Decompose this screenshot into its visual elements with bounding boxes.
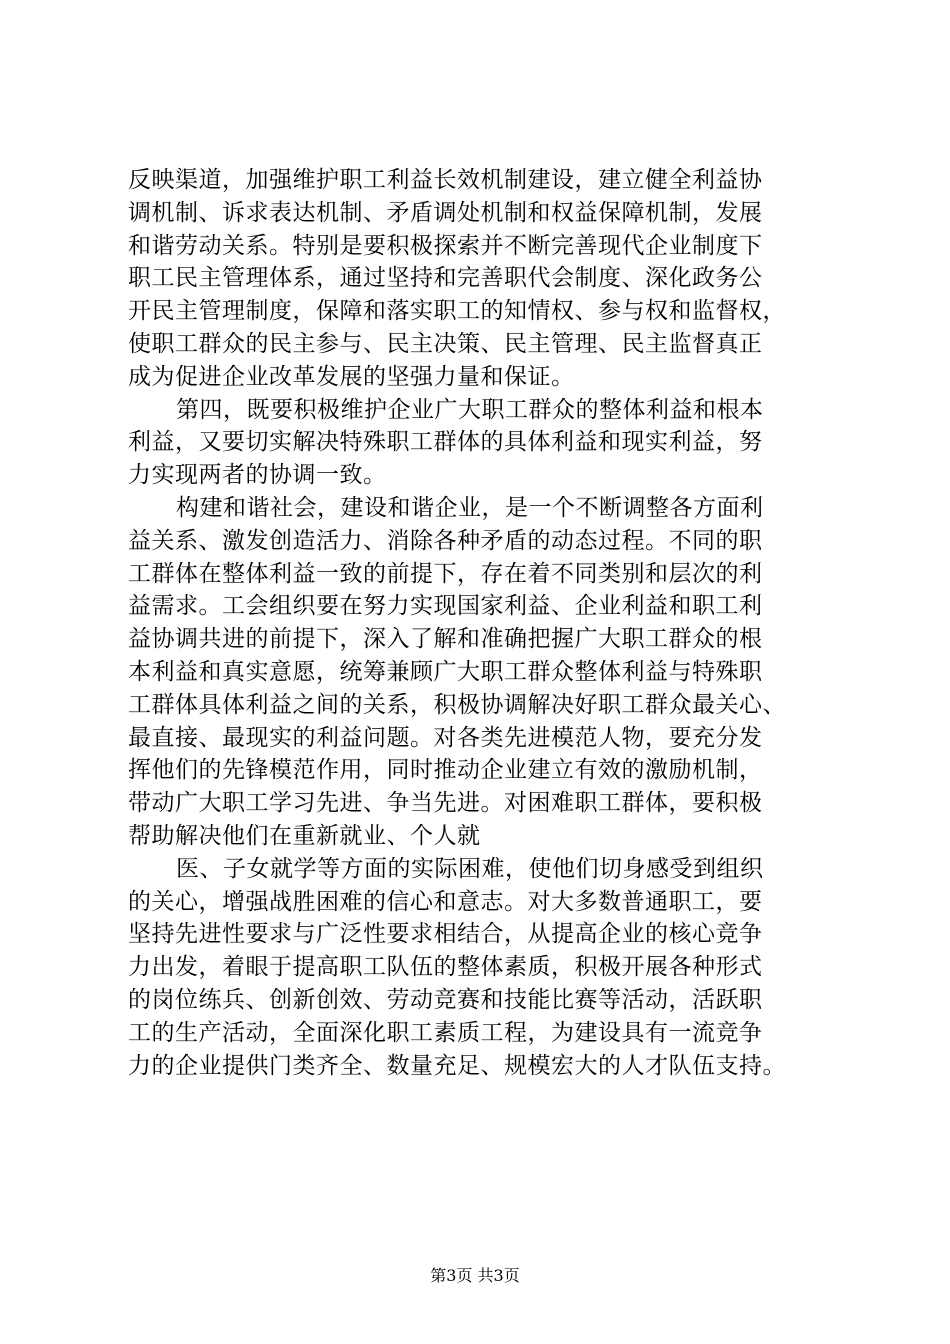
document-body xyxy=(128,164,828,1082)
text-line: 力的企业提供门类齐全、数量充足、规模宏大的人才队伍支持。 xyxy=(128,1052,786,1079)
text-line: 的岗位练兵、创新创效、劳动竞赛和技能比赛等活动，活跃职 xyxy=(128,986,763,1013)
text-line: 帮助解决他们在重新就业、个人就 xyxy=(128,822,481,849)
text-line: 益关系、激发创造活力、消除各种矛盾的动态过程。不同的职 xyxy=(128,527,763,554)
text-line: 力实现两者的协调一致。 xyxy=(128,462,387,489)
text-line: 和谐劳动关系。特别是要积极探索并不断完善现代企业制度下 xyxy=(128,232,763,259)
text-line: 开民主管理制度，保障和落实职工的知情权、参与权和监督权， xyxy=(128,298,786,325)
text-line: 坚持先进性要求与广泛性要求相结合，从提高企业的核心竞争 xyxy=(128,921,763,948)
text-line: 带动广大职工学习先进、争当先进。对困难职工群体，要积极 xyxy=(128,790,763,817)
text-line: 使职工群众的民主参与、民主决策、民主管理、民主监督真正 xyxy=(128,330,763,357)
text-line: 最直接、最现实的利益问题。对各类先进模范人物，要充分发 xyxy=(128,724,763,751)
text-line: 工群体具体利益之间的关系，积极协调解决好职工群众最关心、 xyxy=(128,691,786,718)
text-line: 利益，又要切实解决特殊职工群体的具体利益和现实利益，努 xyxy=(128,429,763,456)
text-line: 力出发，着眼于提高职工队伍的整体素质，积极开展各种形式 xyxy=(128,954,763,981)
text-line: 医、子女就学等方面的实际困难，使他们切身感受到组织 xyxy=(176,855,764,882)
text-line: 益协调共进的前提下，深入了解和准确把握广大职工群众的根 xyxy=(128,626,763,653)
text-line: 本利益和真实意愿，统筹兼顾广大职工群众整体利益与特殊职 xyxy=(128,658,763,685)
text-line: 反映渠道，加强维护职工利益长效机制建设，建立健全利益协 xyxy=(128,167,763,193)
text-line: 职工民主管理体系，通过坚持和完善职代会制度、深化政务公 xyxy=(128,265,763,292)
text-line: 工的生产活动，全面深化职工素质工程，为建设具有一流竞争 xyxy=(128,1019,763,1046)
text-line: 的关心，增强战胜困难的信心和意志。对大多数普通职工，要 xyxy=(128,888,763,915)
text-line: 挥他们的先锋模范作用，同时推动企业建立有效的激励机制， xyxy=(128,757,763,784)
text-line: 构建和谐社会，建设和谐企业，是一个不断调整各方面利 xyxy=(176,494,764,521)
text-line: 益需求。工会组织要在努力实现国家利益、企业利益和职工利 xyxy=(128,593,763,620)
text-line: 工群体在整体利益一致的前提下，存在着不同类别和层次的利 xyxy=(128,560,763,587)
page-footer: 第3页 共3页 xyxy=(430,1266,520,1285)
text-line: 调机制、诉求表达机制、矛盾调处机制和权益保障机制，发展 xyxy=(128,199,763,226)
text-line: 第四，既要积极维护企业广大职工群众的整体利益和根本 xyxy=(176,396,764,423)
text-line: 成为促进企业改革发展的坚强力量和保证。 xyxy=(128,363,575,390)
